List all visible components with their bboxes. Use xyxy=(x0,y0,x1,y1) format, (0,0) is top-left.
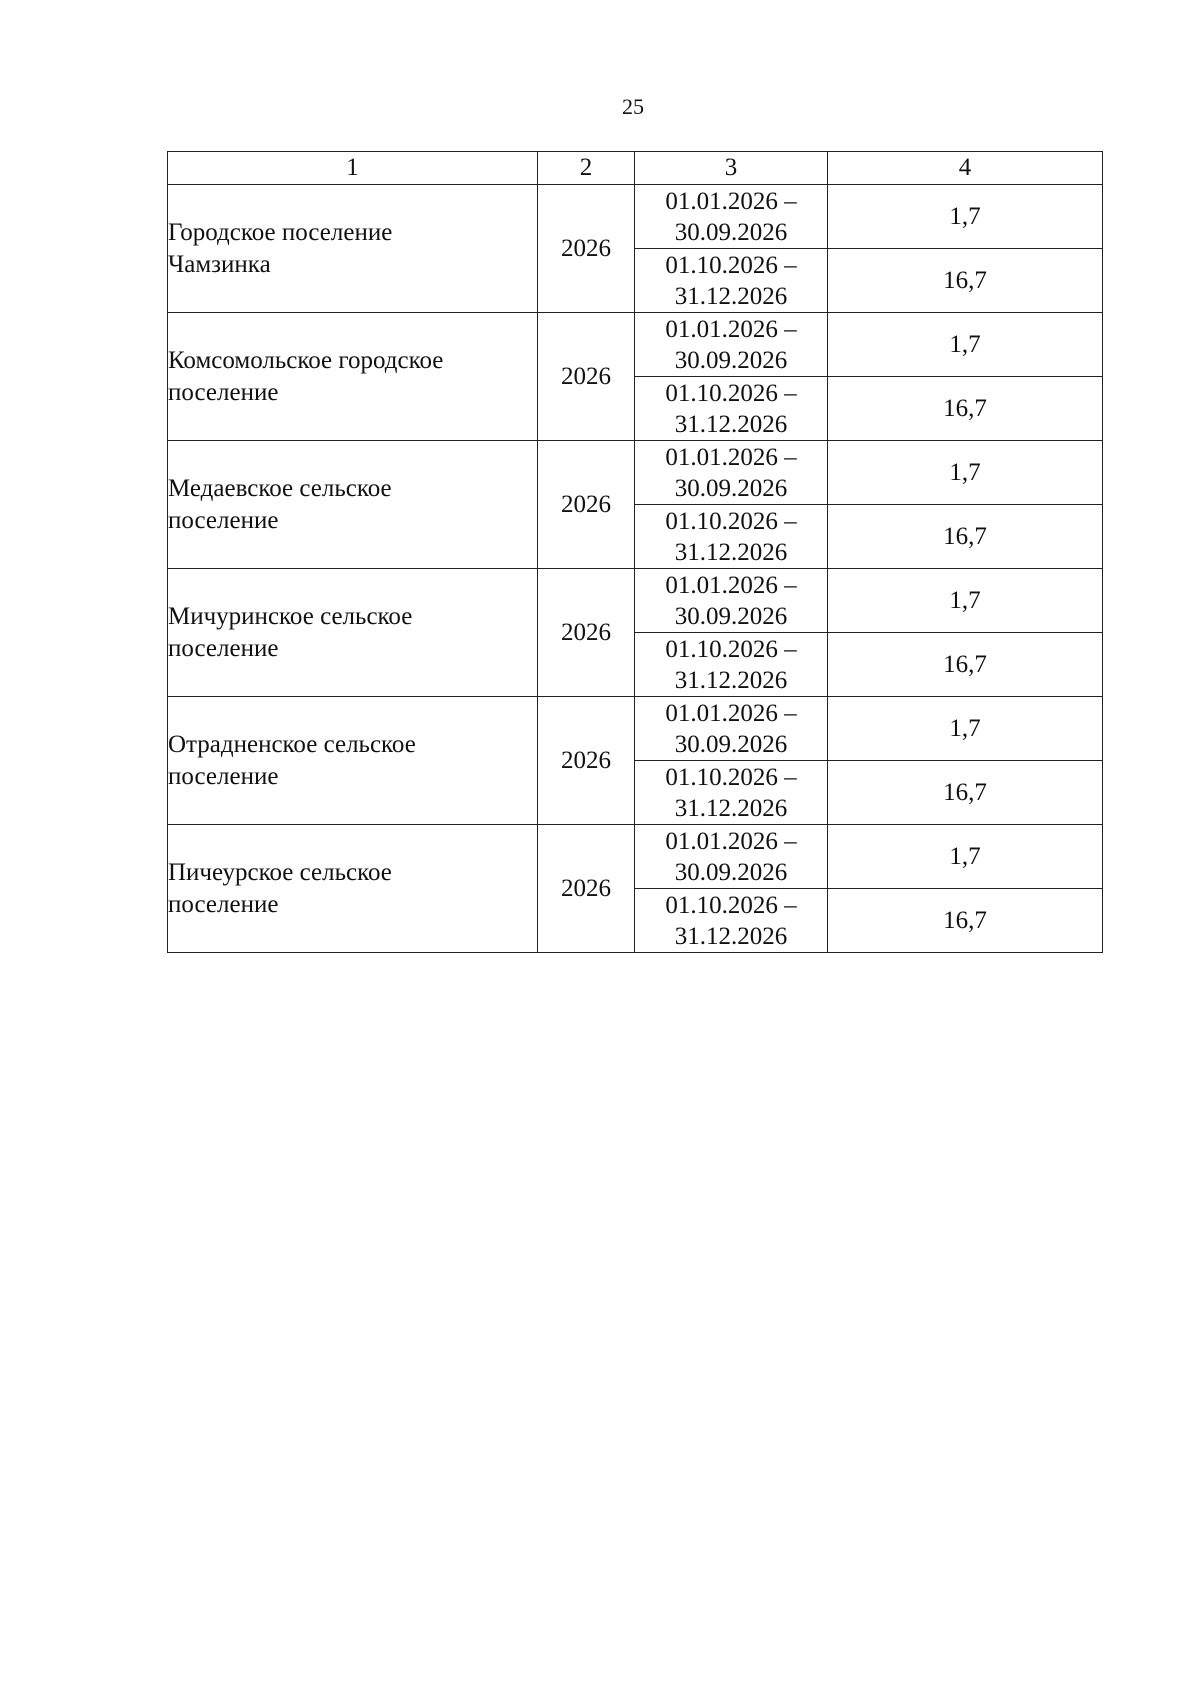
rate-cell: 1,7 xyxy=(828,697,1103,761)
period-end: 31.12.2026 xyxy=(674,666,788,694)
settlement-name-cell xyxy=(168,441,538,569)
year-cell: 2026 xyxy=(538,825,635,953)
period-end: 30.09.2026 xyxy=(674,858,788,886)
period-cell xyxy=(635,633,828,697)
settlement-name-line1: Отрадненское сельское xyxy=(168,730,416,758)
period-start: 01.10.2026 – xyxy=(665,251,797,279)
column-header-3: 3 xyxy=(635,152,828,185)
period-start: 01.01.2026 – xyxy=(665,315,797,343)
period-end: 31.12.2026 xyxy=(674,282,788,310)
settlement-name-line1: Мичуринское сельское xyxy=(168,602,413,630)
settlement-name-line1: Городское поселение xyxy=(168,218,393,246)
period-cell xyxy=(635,505,828,569)
period-start: 01.10.2026 – xyxy=(665,763,797,791)
rate-cell: 1,7 xyxy=(828,569,1103,633)
period-end: 31.12.2026 xyxy=(674,922,788,950)
rate-cell: 16,7 xyxy=(828,249,1103,313)
table-row xyxy=(168,697,1103,761)
page-number: 25 xyxy=(622,94,644,119)
settlement-rates-table xyxy=(167,151,1103,953)
period-start: 01.01.2026 – xyxy=(665,443,797,471)
rate-cell: 16,7 xyxy=(828,505,1103,569)
settlement-name-line2: поселение xyxy=(168,634,279,662)
column-header-1: 1 xyxy=(168,152,538,185)
column-header-2: 2 xyxy=(538,152,635,185)
settlement-name-cell xyxy=(168,313,538,441)
period-end: 31.12.2026 xyxy=(674,794,788,822)
period-cell xyxy=(635,313,828,377)
period-start: 01.01.2026 – xyxy=(665,699,797,727)
settlement-name-line2: поселение xyxy=(168,506,279,534)
settlement-name-cell xyxy=(168,825,538,953)
table-row xyxy=(168,441,1103,505)
period-start: 01.01.2026 – xyxy=(665,187,797,215)
rate-cell: 1,7 xyxy=(828,313,1103,377)
period-cell xyxy=(635,569,828,633)
table-row xyxy=(168,569,1103,633)
year-cell: 2026 xyxy=(538,569,635,697)
settlement-name-cell xyxy=(168,569,538,697)
period-cell xyxy=(635,697,828,761)
period-start: 01.01.2026 – xyxy=(665,571,797,599)
column-header-4: 4 xyxy=(828,152,1103,185)
table-row xyxy=(168,185,1103,249)
period-end: 30.09.2026 xyxy=(674,602,788,630)
year-cell: 2026 xyxy=(538,697,635,825)
table-row xyxy=(168,825,1103,889)
period-end: 31.12.2026 xyxy=(674,410,788,438)
period-cell xyxy=(635,377,828,441)
table-row xyxy=(168,313,1103,377)
period-cell xyxy=(635,825,828,889)
period-end: 30.09.2026 xyxy=(674,730,788,758)
settlement-name-line2: поселение xyxy=(168,890,279,918)
rate-cell: 16,7 xyxy=(828,633,1103,697)
period-end: 30.09.2026 xyxy=(674,474,788,502)
rate-cell: 16,7 xyxy=(828,889,1103,953)
rate-cell: 16,7 xyxy=(828,761,1103,825)
period-start: 01.10.2026 – xyxy=(665,507,797,535)
period-cell xyxy=(635,761,828,825)
period-cell xyxy=(635,185,828,249)
settlement-name-line1: Медаевское сельское xyxy=(168,474,392,502)
rate-cell: 1,7 xyxy=(828,185,1103,249)
period-cell xyxy=(635,441,828,505)
settlement-name-line2: поселение xyxy=(168,762,279,790)
settlement-name-cell xyxy=(168,697,538,825)
table-body xyxy=(168,185,1103,953)
settlement-name-line2: Чамзинка xyxy=(168,250,271,278)
settlement-name-line1: Пичеурское сельское xyxy=(168,858,392,886)
settlement-name-line1: Комсомольское городское xyxy=(168,346,444,374)
settlement-name-line2: поселение xyxy=(168,378,279,406)
period-cell xyxy=(635,889,828,953)
settlement-name-cell xyxy=(168,185,538,313)
period-end: 30.09.2026 xyxy=(674,218,788,246)
period-start: 01.10.2026 – xyxy=(665,635,797,663)
period-start: 01.10.2026 – xyxy=(665,379,797,407)
period-cell xyxy=(635,249,828,313)
rate-cell: 1,7 xyxy=(828,441,1103,505)
period-end: 30.09.2026 xyxy=(674,346,788,374)
period-start: 01.01.2026 – xyxy=(665,827,797,855)
year-cell: 2026 xyxy=(538,313,635,441)
period-end: 31.12.2026 xyxy=(674,538,788,566)
rate-cell: 1,7 xyxy=(828,825,1103,889)
period-start: 01.10.2026 – xyxy=(665,891,797,919)
rate-cell: 16,7 xyxy=(828,377,1103,441)
year-cell: 2026 xyxy=(538,185,635,313)
year-cell: 2026 xyxy=(538,441,635,569)
table-header-row xyxy=(168,152,1103,185)
